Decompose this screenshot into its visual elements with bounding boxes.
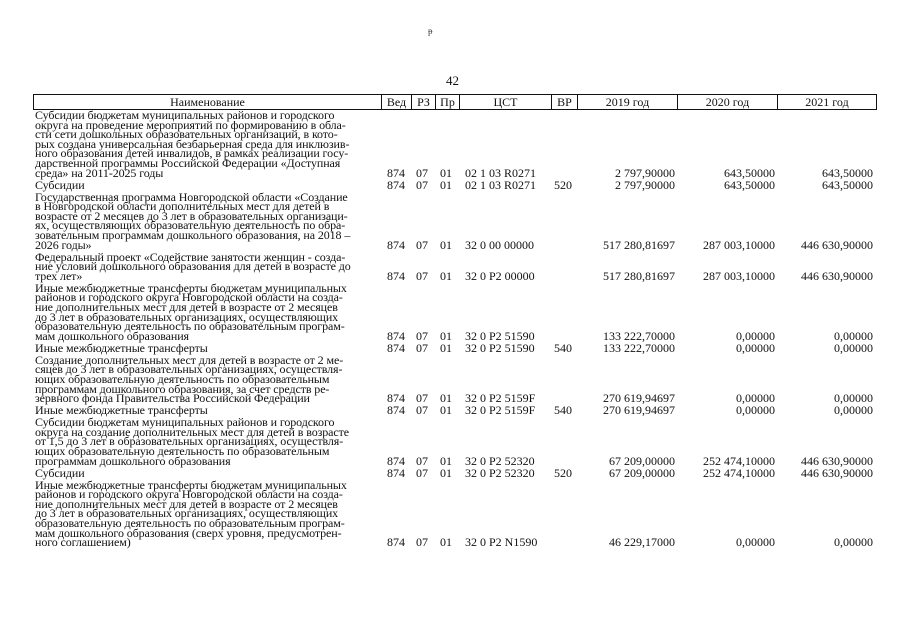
cell-y2021: 446 630,90000 <box>801 453 873 468</box>
cell-y2019: 67 209,00000 <box>609 465 675 480</box>
cell-cst: 32 0 P2 N1590 <box>465 535 538 550</box>
cell-cst: 32 0 P2 52320 <box>465 453 535 468</box>
cell-rz: 07 <box>416 391 428 406</box>
row-name: Иные межбюджетные трансферты бюджетам муниципальных районов и городского округа Новгородской области на созда- ние дополнительных мест для детей в возрасте от 2 месяцев до 3 лет в образовательных организациях, осуществляющих образовательную деятельность по образовательным програм- мам дошкольного образования <box>35 280 347 343</box>
cell-y2021: 643,50000 <box>822 177 873 192</box>
header-rz: РЗ <box>412 95 436 109</box>
table-row <box>33 340 875 355</box>
table-row <box>33 280 875 343</box>
cell-y2020: 287 003,10000 <box>703 237 775 252</box>
cell-rz: 07 <box>416 237 428 252</box>
table-row <box>33 465 875 480</box>
cell-ved: 874 <box>387 268 405 283</box>
cell-cst: 02 1 03 R0271 <box>465 165 537 180</box>
cell-cst: 32 0 P2 00000 <box>465 268 535 283</box>
header-name: Наименование <box>34 95 382 109</box>
header-ved: Вед <box>382 95 412 109</box>
cell-y2019: 133 222,70000 <box>603 328 675 343</box>
cell-y2020: 252 474,10000 <box>703 465 775 480</box>
cell-vr: 520 <box>554 465 572 480</box>
cell-rz: 07 <box>416 328 428 343</box>
cell-y2019: 67 209,00000 <box>609 453 675 468</box>
cell-ved: 874 <box>387 453 405 468</box>
cell-y2019: 517 280,81697 <box>603 237 675 252</box>
cell-y2021: 643,50000 <box>822 165 873 180</box>
cell-pr: 01 <box>440 391 452 406</box>
table-row <box>33 477 875 550</box>
header-2019: 2019 год <box>578 95 678 109</box>
cell-y2020: 0,00000 <box>736 340 775 355</box>
table-row <box>33 189 875 252</box>
cell-ved: 874 <box>387 328 405 343</box>
cell-ved: 874 <box>387 340 405 355</box>
cell-y2020: 643,50000 <box>724 165 775 180</box>
cell-cst: 32 0 P2 51590 <box>465 340 535 355</box>
cell-pr: 01 <box>440 165 452 180</box>
cell-rz: 07 <box>416 465 428 480</box>
cell-cst: 32 0 P2 52320 <box>465 465 535 480</box>
cell-vr: 540 <box>554 340 572 355</box>
header-2020: 2020 год <box>678 95 778 109</box>
cell-cst: 02 1 03 R0271 <box>465 177 537 192</box>
cell-rz: 07 <box>416 535 428 550</box>
row-name: Субсидии <box>35 177 85 192</box>
cell-cst: 32 0 P2 5159F <box>465 391 536 406</box>
header-2021: 2021 год <box>805 95 849 109</box>
cell-y2021: 446 630,90000 <box>801 237 873 252</box>
scan-mark: ᵽ <box>428 26 433 36</box>
cell-pr: 01 <box>440 453 452 468</box>
cell-y2021: 0,00000 <box>834 535 873 550</box>
cell-y2019: 2 797,90000 <box>615 177 675 192</box>
row-name: Иные межбюджетные трансферты <box>35 340 208 355</box>
cell-y2019: 133 222,70000 <box>603 340 675 355</box>
table-row <box>33 415 875 468</box>
cell-pr: 01 <box>440 237 452 252</box>
cell-ved: 874 <box>387 465 405 480</box>
row-name: Государственная программа Новгородской области «Создание в Новгородской области дополнительных мест для детей в возрасте от 2 месяцев до 3 лет в образовательных организаци- ях, осуществляющих образовательную деятельность по обра- зовательным программам дошкольного образования, на 2018 – 2026 годы» <box>35 189 351 252</box>
cell-y2021: 0,00000 <box>834 391 873 406</box>
cell-pr: 01 <box>440 465 452 480</box>
table-row <box>33 108 875 180</box>
cell-vr: 540 <box>554 403 572 418</box>
page-number: 42 <box>446 73 459 88</box>
cell-cst: 32 0 00 00000 <box>465 237 534 252</box>
cell-rz: 07 <box>416 268 428 283</box>
cell-cst: 32 0 P2 51590 <box>465 328 535 343</box>
table-row <box>33 249 875 283</box>
cell-y2019: 517 280,81697 <box>603 268 675 283</box>
cell-ved: 874 <box>387 403 405 418</box>
cell-y2019: 2 797,90000 <box>615 165 675 180</box>
cell-y2020: 643,50000 <box>724 177 775 192</box>
cell-y2020: 252 474,10000 <box>703 453 775 468</box>
cell-y2020: 0,00000 <box>736 535 775 550</box>
cell-pr: 01 <box>440 535 452 550</box>
header-vr: ВР <box>552 95 578 109</box>
header-pr: Пр <box>436 95 460 109</box>
row-name: Иные межбюджетные трансферты <box>35 403 208 418</box>
table-row <box>33 352 875 406</box>
cell-pr: 01 <box>440 177 452 192</box>
cell-pr: 01 <box>440 328 452 343</box>
cell-y2020: 287 003,10000 <box>703 268 775 283</box>
cell-rz: 07 <box>416 165 428 180</box>
row-name: Субсидии бюджетам муниципальных районов и городского округа на проведение мероприятий по формированию в обла- сти сети дошкольных образовательных организаций, в кото- рых создана универсальная безбарьерная среда для инклюзив- ного образования детей инвалидов, в рамках реализации госу- дарственной программы Российской Федерации «Доступная среда» на 2011-2025 годы <box>35 108 350 180</box>
cell-vr: 520 <box>554 177 572 192</box>
cell-y2019: 270 619,94697 <box>603 403 675 418</box>
cell-ved: 874 <box>387 177 405 192</box>
cell-y2021: 0,00000 <box>834 340 873 355</box>
cell-ved: 874 <box>387 237 405 252</box>
cell-y2019: 46 229,17000 <box>609 535 675 550</box>
cell-cst: 32 0 P2 5159F <box>465 403 536 418</box>
cell-pr: 01 <box>440 340 452 355</box>
cell-y2020: 0,00000 <box>736 328 775 343</box>
cell-y2021: 446 630,90000 <box>801 465 873 480</box>
cell-pr: 01 <box>440 268 452 283</box>
row-name: Создание дополнительных мест для детей в возрасте от 2 ме- сяцев до 3 лет в образовательных организациях, осуществля- ющих образовательную деятельность по образовательным программам дошкольного образования, за счет средств ре- зервного фонда Правительства Российской Федерации <box>35 352 344 406</box>
cell-y2020: 0,00000 <box>736 403 775 418</box>
cell-pr: 01 <box>440 403 452 418</box>
header-cst: ЦСТ <box>460 95 552 109</box>
cell-y2021: 0,00000 <box>834 328 873 343</box>
cell-rz: 07 <box>416 340 428 355</box>
cell-rz: 07 <box>416 453 428 468</box>
cell-ved: 874 <box>387 391 405 406</box>
cell-y2020: 0,00000 <box>736 391 775 406</box>
row-name: Иные межбюджетные трансферты бюджетам муниципальных районов и городского округа Новгородской области на созда- ние дополнительных мест для детей в возрасте от 2 месяцев до 3 лет в образовательных организациях, осуществляющих образовательную деятельность по образовательным програм- мам дошкольного образования (сверх уровня, предусмотрен- ного соглашением) <box>35 477 347 550</box>
cell-y2021: 0,00000 <box>834 403 873 418</box>
row-name: Субсидии бюджетам муниципальных районов и городского округа на создание дополнительных мест для детей в возрасте от 1,5 до 3 лет в образовательных организациях, осуществля- ющих образовательную деятельность по образовательным программам дошкольного образования <box>35 415 349 468</box>
cell-ved: 874 <box>387 165 405 180</box>
cell-y2019: 270 619,94697 <box>603 391 675 406</box>
row-name: Федеральный проект «Содействие занятости женщин - созда- ние условий дошкольного образования для детей в возрасте до трех лет» <box>35 249 351 283</box>
cell-rz: 07 <box>416 403 428 418</box>
cell-rz: 07 <box>416 177 428 192</box>
table-row <box>33 177 875 192</box>
cell-y2021: 446 630,90000 <box>801 268 873 283</box>
row-name: Субсидии <box>35 465 85 480</box>
cell-ved: 874 <box>387 535 405 550</box>
